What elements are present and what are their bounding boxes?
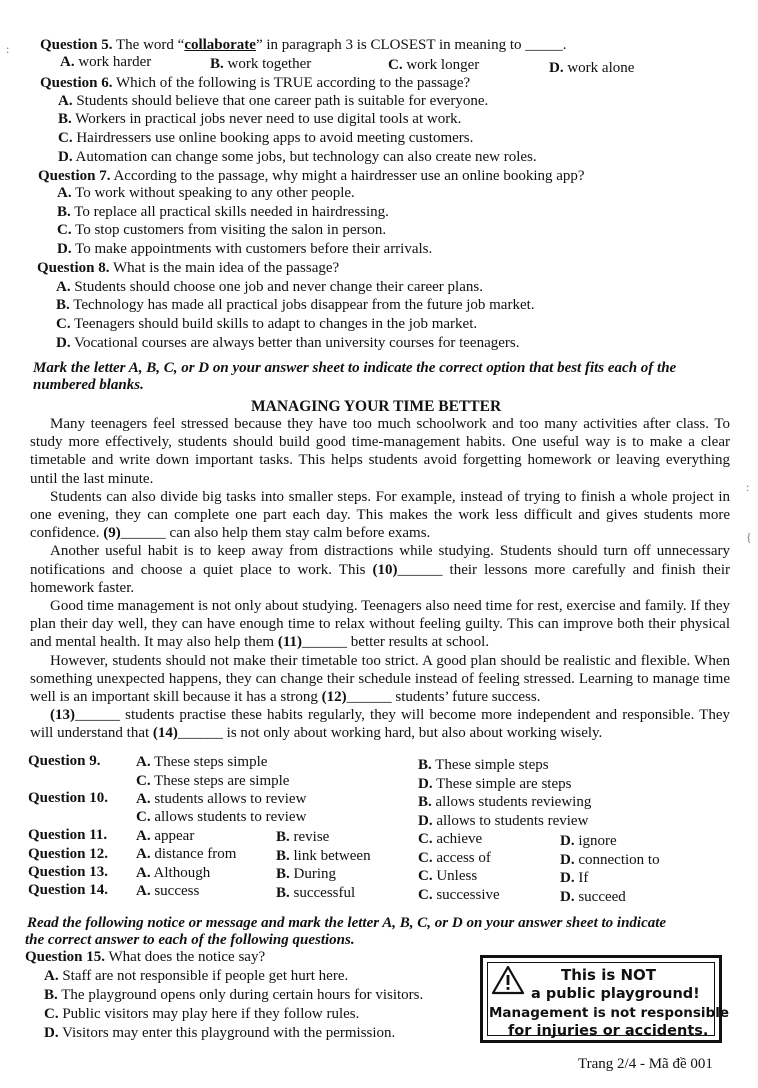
q6-option-d[interactable]: D. Automation can change some jobs, but technology can also create new roles. [58, 149, 537, 165]
q7-label: Question 7. [38, 168, 111, 184]
passage-paragraph-1: Many teenagers feel stressed because they have too much schoolwork and too many activities after class. To study more effectively, students should build good time-management habits. One useful way is to make a clear timetable and write down important tasks. This helps students avoid forgetting homework or leaving everything until the last minute. [30, 416, 730, 487]
passage-paragraph-5: However, students should not make their timetable too strict. A good plan should be realistic and flexible. When something unexpected happens, they can change their schedule instead of feeling stressed. Learning to manage time well is an important skill because it has a strong (12)______ students’ future success. [30, 652, 730, 706]
q8-option-a[interactable]: A. Students should choose one job and never change their career plans. [56, 279, 483, 295]
q5-stem-b: ” in paragraph 3 is CLOSEST in meaning to _____. [255, 37, 567, 53]
q15-option-d[interactable]: D. Visitors may enter this playground with the permission. [44, 1025, 396, 1041]
q6-stem: Which of the following is TRUE according to the passage? [116, 75, 471, 91]
q5-option-a[interactable]: A. work harder [60, 54, 152, 70]
q11-label: Question 11. [28, 827, 108, 843]
q5-option-c[interactable]: C. work longer [388, 57, 480, 73]
q11-option-d[interactable]: D. ignore [560, 833, 617, 849]
q9-option-d[interactable]: D. These simple are steps [418, 776, 572, 792]
q6-option-a[interactable]: A. Students should believe that one career path is suitable for everyone. [58, 93, 489, 109]
notice-sign [480, 955, 729, 1043]
notice-line-3: Management is not responsible [489, 1005, 729, 1021]
q14-option-d[interactable]: D. succeed [560, 889, 626, 905]
q6-option-c[interactable]: C. Hairdressers use online booking apps to avoid meeting customers. [58, 130, 474, 146]
margin-mark: : [6, 42, 10, 56]
warning-triangle-icon [491, 965, 525, 995]
blank-13: (13) [50, 707, 75, 724]
q10-option-d[interactable]: D. allows to students review [418, 813, 589, 829]
q15-stem: What does the notice say? [108, 949, 266, 965]
q15-option-b[interactable]: B. The playground opens only during certain hours for visitors. [44, 987, 424, 1003]
passage-paragraph-2: Students can also divide big tasks into smaller steps. For example, instead of trying to finish a whole project in one evening, they can complete one part each day. This makes the work less difficult and gives students more confidence. (9)______ can also help them stay calm before exams. [30, 488, 730, 542]
notice-line-2: a public playground! [531, 986, 700, 1002]
q12-label: Question 12. [28, 846, 109, 862]
q7-stem-line [38, 168, 585, 185]
q13-option-c[interactable]: C. Unless [418, 868, 478, 884]
q5-option-d[interactable]: D. work alone [549, 60, 635, 76]
q9-label: Question 9. [28, 753, 101, 769]
q9-option-c[interactable]: C. These steps are simple [136, 773, 290, 789]
q14-label: Question 14. [28, 882, 109, 898]
q11-option-a[interactable]: A. appear [136, 828, 195, 844]
q5-option-b[interactable]: B. work together [210, 56, 312, 72]
q6-label: Question 6. [40, 75, 113, 91]
passage-title: MANAGING YOUR TIME BETTER [251, 398, 502, 415]
q9-option-b[interactable]: B. These simple steps [418, 757, 549, 773]
passage-paragraph-6: (13)______ students practise these habits regularly, they will become more independent and responsible. They will understand that (14)______ is not only about working hard, but also about working wisely. [30, 707, 730, 742]
q8-option-c[interactable]: C. Teenagers should build skills to adapt to changes in the job market. [56, 316, 478, 332]
q12-option-d[interactable]: D. connection to [560, 852, 660, 868]
q8-stem-line [37, 260, 339, 277]
q8-stem: What is the main idea of the passage? [113, 260, 340, 276]
q8-label: Question 8. [37, 260, 110, 276]
q7-option-b[interactable]: B. To replace all practical skills needed in hairdressing. [57, 204, 389, 220]
q13-label: Question 13. [28, 864, 109, 880]
q6-stem-line [40, 75, 470, 92]
instruction-notice-line1: Read the following notice or message and mark the letter A, B, C, or D on your answer sheet to indicate [27, 915, 667, 931]
q7-option-d[interactable]: D. To make appointments with customers before their arrivals. [57, 241, 433, 257]
passage-paragraph-4: Good time management is not only about studying. Teenagers also need time for rest, exercise and family. If they plan their day well, they can have enough time to relax without feeling guilty. This can improve both their physical and mental health. It may also help them (11)______ better results at school. [30, 598, 730, 651]
q7-option-a[interactable]: A. To work without speaking to any other people. [57, 185, 355, 201]
q5-keyword: collaborate [184, 37, 256, 53]
q11-option-c[interactable]: C. achieve [418, 831, 483, 847]
instruction-cloze-line2: numbered blanks. [33, 377, 144, 393]
q10-label: Question 10. [28, 790, 109, 806]
margin-mark: : [746, 480, 750, 494]
margin-mark: { [746, 530, 752, 544]
q13-option-d[interactable]: D. If [560, 870, 589, 886]
q15-option-a[interactable]: A. Staff are not responsible if people get hurt here. [44, 968, 349, 984]
q15-label: Question 15. [25, 949, 106, 965]
q11-option-b[interactable]: B. revise [276, 829, 330, 845]
q8-option-b[interactable]: B. Technology has made all practical jobs disappear from the future job market. [56, 297, 535, 313]
q13-option-a[interactable]: A. Although [136, 865, 211, 881]
q10-option-a[interactable]: A. students allows to review [136, 791, 307, 807]
q5-stem-a: The word “ [116, 37, 185, 53]
instruction-cloze-line1: Mark the letter A, B, C, or D on your answer sheet to indicate the correct option that best fits each of the [33, 360, 677, 376]
blank-9: (9) [103, 525, 121, 542]
q12-option-a[interactable]: A. distance from [136, 846, 237, 862]
blank-14: (14) [152, 725, 178, 742]
blank-12: (12) [321, 689, 347, 706]
q7-stem: According to the passage, why might a hairdresser use an online booking app? [113, 168, 585, 184]
q13-option-b[interactable]: B. During [276, 866, 337, 882]
q7-option-c[interactable]: C. To stop customers from visiting the salon in person. [57, 222, 387, 238]
q5-stem-line [40, 37, 567, 54]
q14-option-a[interactable]: A. success [136, 883, 200, 899]
notice-line-1: This is NOT [561, 966, 657, 984]
page-footer: Trang 2/4 - Mã đề 001 [578, 1056, 713, 1072]
q15-stem-line [25, 949, 265, 966]
blank-10: (10) [372, 561, 398, 578]
q15-option-c[interactable]: C. Public visitors may play here if they follow rules. [44, 1006, 360, 1022]
q6-option-b[interactable]: B. Workers in practical jobs never need to use digital tools at work. [58, 111, 462, 127]
q14-option-b[interactable]: B. successful [276, 885, 356, 901]
q5-label: Question 5. [40, 37, 113, 53]
q10-option-b[interactable]: B. allows students reviewing [418, 794, 592, 810]
q9-option-a[interactable]: A. These steps simple [136, 754, 268, 770]
instruction-notice-line2: the correct answer to each of the following questions. [25, 932, 355, 948]
q10-option-c[interactable]: C. allows students to review [136, 809, 307, 825]
blank-11: (11) [277, 634, 303, 651]
q12-option-c[interactable]: C. access of [418, 850, 491, 866]
q12-option-b[interactable]: B. link between [276, 848, 371, 864]
q8-option-d[interactable]: D. Vocational courses are always better than university courses for teenagers. [56, 335, 520, 351]
notice-line-4: for injuries or accidents. [508, 1023, 709, 1039]
q14-option-c[interactable]: C. successive [418, 887, 500, 903]
passage-body [30, 415, 730, 743]
passage-paragraph-3: Another useful habit is to keep away from distractions while studying. Students should turn off unnecessary notifications and choose a quiet place to work. This (10)______ their lessons more carefully and finish their homework faster. [30, 543, 730, 596]
